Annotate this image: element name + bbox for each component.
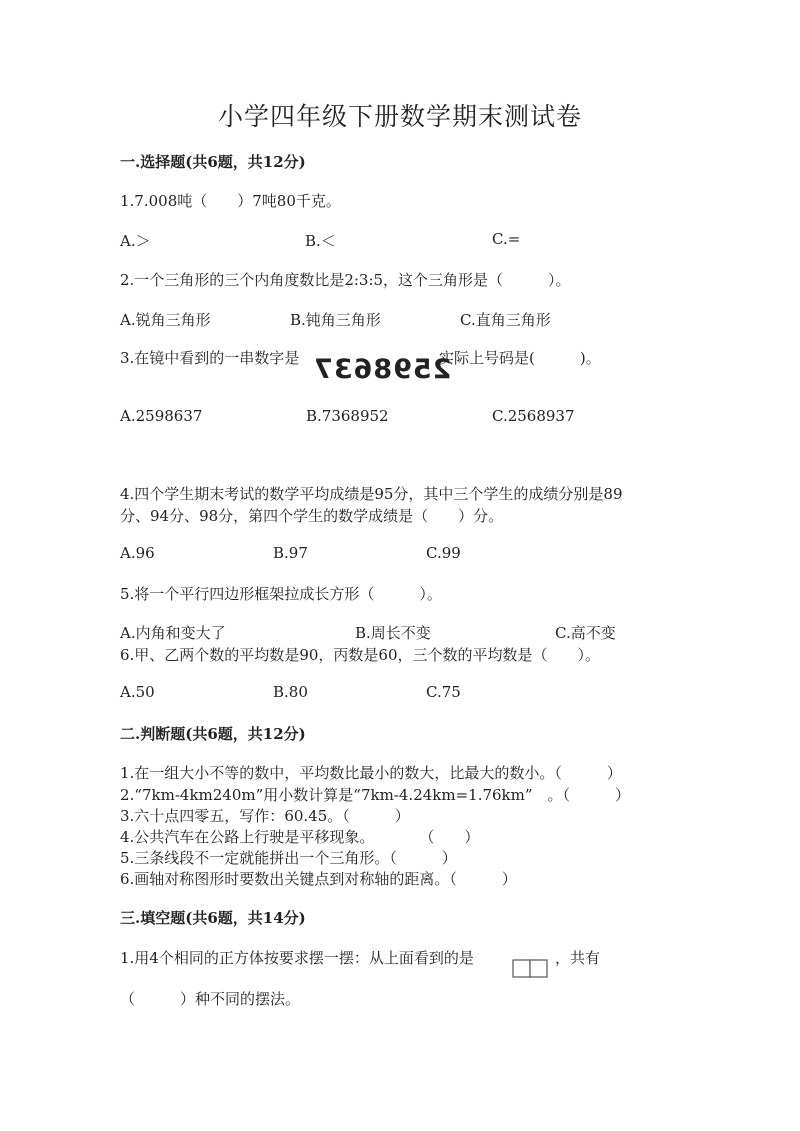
q6-option-a: A.50	[120, 683, 155, 701]
q5-option-c: C.高不变	[555, 624, 616, 642]
q2-option-c: C.直角三角形	[460, 311, 551, 329]
fill-question-1-line-2: （ ）种不同的摆法。	[120, 990, 301, 1008]
q4-option-a: A.96	[120, 544, 155, 562]
judgement-item-4: 4.公共汽车在公路上行驶是平移现象。 （ ）	[120, 828, 480, 846]
question-6-text: 6.甲、乙两个数的平均数是90，丙数是60，三个数的平均数是（ ）。	[120, 646, 600, 664]
fill-question-1-text-after: ，共有	[555, 949, 601, 967]
top-view-squares-icon	[512, 957, 550, 979]
question-3-text-after: ，实际上号码是( )。	[424, 349, 601, 367]
question-4-line-1: 4.四个学生期末考试的数学平均成绩是95分，其中三个学生的成绩分别是89	[120, 485, 623, 503]
q5-option-b: B.周长不变	[355, 624, 431, 642]
question-4-line-2: 分、94分、98分，第四个学生的数学成绩是（ ）分。	[120, 507, 504, 525]
q4-option-b: B.97	[273, 544, 308, 562]
q2-option-a: A.锐角三角形	[120, 311, 211, 329]
section-heading-fill-blank: 三.填空题(共6题，共14分)	[120, 909, 306, 927]
q3-option-b: B.7368952	[306, 407, 389, 425]
q1-option-c: C.=	[492, 230, 521, 248]
judgement-item-5: 5.三条线段不一定就能拼出一个三角形。（ ）	[120, 849, 457, 867]
page-title: 小学四年级下册数学期末测试卷	[217, 102, 582, 131]
q4-option-c: C.99	[426, 544, 461, 562]
question-2-text: 2.一个三角形的三个内角度数比是2:3:5，这个三角形是（ ）。	[120, 271, 571, 289]
mirror-number: 2598637	[313, 354, 452, 385]
q6-option-c: C.75	[426, 683, 461, 701]
q3-option-a: A.2598637	[120, 407, 203, 425]
judgement-item-3: 3.六十点四零五，写作：60.45。（ ）	[120, 807, 410, 825]
q1-option-a: A.＞	[120, 232, 151, 250]
judgement-item-6: 6.画轴对称图形时要数出关键点到对称轴的距离。（ ）	[120, 870, 517, 888]
q5-option-a: A.内角和变大了	[120, 624, 226, 642]
question-3-text-before: 3.在镜中看到的一串数字是	[120, 349, 300, 367]
q3-option-c: C.2568937	[492, 407, 575, 425]
q1-option-b: B.＜	[305, 232, 336, 250]
section-heading-judgement: 二.判断题(共6题，共12分)	[120, 725, 306, 743]
question-5-text: 5.将一个平行四边形框架拉成长方形（ ）。	[120, 585, 442, 603]
judgement-item-2: 2.“7km-4km240m”用小数计算是“7km-4.24km=1.76km” 。（ ）	[120, 786, 631, 804]
q2-option-b: B.钝角三角形	[290, 311, 381, 329]
mirror-number-image	[313, 353, 452, 387]
fill-question-1-text-before: 1.用4个相同的正方体按要求摆一摆：从上面看到的是	[120, 949, 474, 967]
q6-option-b: B.80	[273, 683, 308, 701]
section-heading-choice: 一.选择题(共6题，共12分)	[120, 153, 306, 171]
judgement-item-1: 1.在一组大小不等的数中，平均数比最小的数大，比最大的数小。（ ）	[120, 764, 622, 782]
question-1-text: 1.7.008吨（ ）7吨80千克。	[120, 192, 341, 210]
